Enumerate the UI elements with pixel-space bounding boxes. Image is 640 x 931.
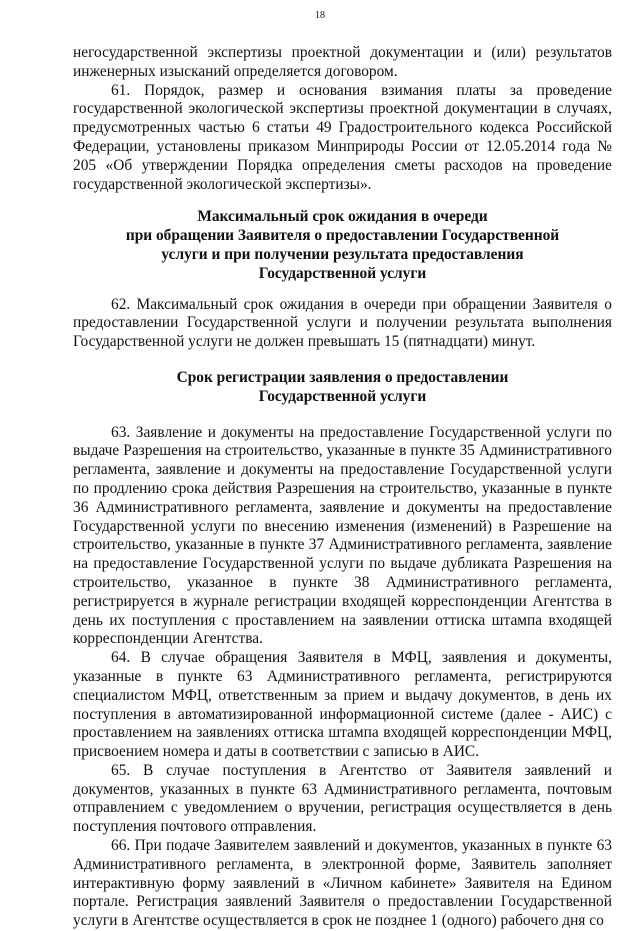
paragraph-64: 64. В случае обращения Заявителя в МФЦ, заявления и документы, указанные в пункте 63 Административного регламента, регистрируются специалистом МФЦ, ответственным за прием и выдачу документов, в день их поступления в автоматизированной информационной системе (далее - АИС) с проставлением на заявлениях оттиска штампа входящей корреспонденции МФЦ, присвоением номера и даты в соответствии с записью в АИС.	[73, 649, 612, 761]
heading-line: услуги и при получении результата предоставления	[161, 245, 524, 263]
heading-line: Государственной услуги	[258, 387, 427, 405]
section-heading-max-wait	[73, 208, 612, 283]
section-heading-registration-term	[73, 369, 612, 407]
paragraph-62: 62. Максимальный срок ожидания в очереди при обращении Заявителя о предоставлении Государственной услуги и получении результата выполнения Государственной услуги не должен превышать 15 (пятнадцати) минут.	[73, 295, 612, 351]
heading-line: Максимальный срок ожидания в очереди	[197, 208, 488, 226]
document-body	[73, 44, 612, 931]
page-number: 18	[315, 10, 325, 21]
heading-line: Государственной услуги	[258, 264, 427, 282]
paragraph-66: 66. При подаче Заявителем заявлений и документов, указанных в пункте 63 Административного регламента, в электронной форме, Заявитель заполняет интерактивную форму заявлений в «Личном кабинете» Заявителя на Едином портале. Регистрация заявлений Заявителя о предоставлении Государственной услуги в Агентстве осуществляется в срок не позднее 1 (одного) рабочего дня со	[73, 837, 612, 930]
paragraph-65: 65. В случае поступления в Агентство от Заявителя заявлений и документов, указанных в пункте 63 Административного регламента, почтовым отправлением с уведомлением о вручении, регистрация осуществляется в день поступления почтового отправления.	[73, 761, 612, 836]
paragraph-63: 63. Заявление и документы на предоставление Государственной услуги по выдаче Разрешения на строительство, указанные в пункте 35 Административного регламента, заявление и документы на предоставление Государственной услуги по продлению срока действия Разрешения на строительство, указанные в пункте 36 Административного регламента, заявление и документы на предоставление Государственной услуги по внесению изменения (изменений) в Разрешение на строительство, указанные в пункте 37 Административного регламента, заявление на предоставление Государственной услуги по выдаче дубликата Разрешения на строительство, указанное в пункте 38 Административного регламента, регистрируется в журнале регистрации входящей корреспонденции Агентства в день их поступления с проставлением на заявлении оттиска штампа входящей корреспонденции Агентства.	[73, 423, 612, 648]
heading-line: при обращении Заявителя о предоставлении Государственной	[125, 227, 560, 245]
paragraph-61: 61. Порядок, размер и основания взимания платы за проведение государственной экологической экспертизы проектной документации в случаях, предусмотренных частью 6 статьи 49 Градостроительного кодекса Российской Федерации, установлены приказом Минприроды России от 12.05.2014 года № 205 «Об утверждении Порядка определения сметы расходов на проведение государственной экологической экспертизы».	[73, 81, 612, 193]
heading-line: Срок регистрации заявления о предоставлении	[176, 368, 509, 386]
paragraph-60-continuation: негосударственной экспертизы проектной документации и (или) результатов инженерных изысканий определяется договором.	[73, 44, 612, 80]
